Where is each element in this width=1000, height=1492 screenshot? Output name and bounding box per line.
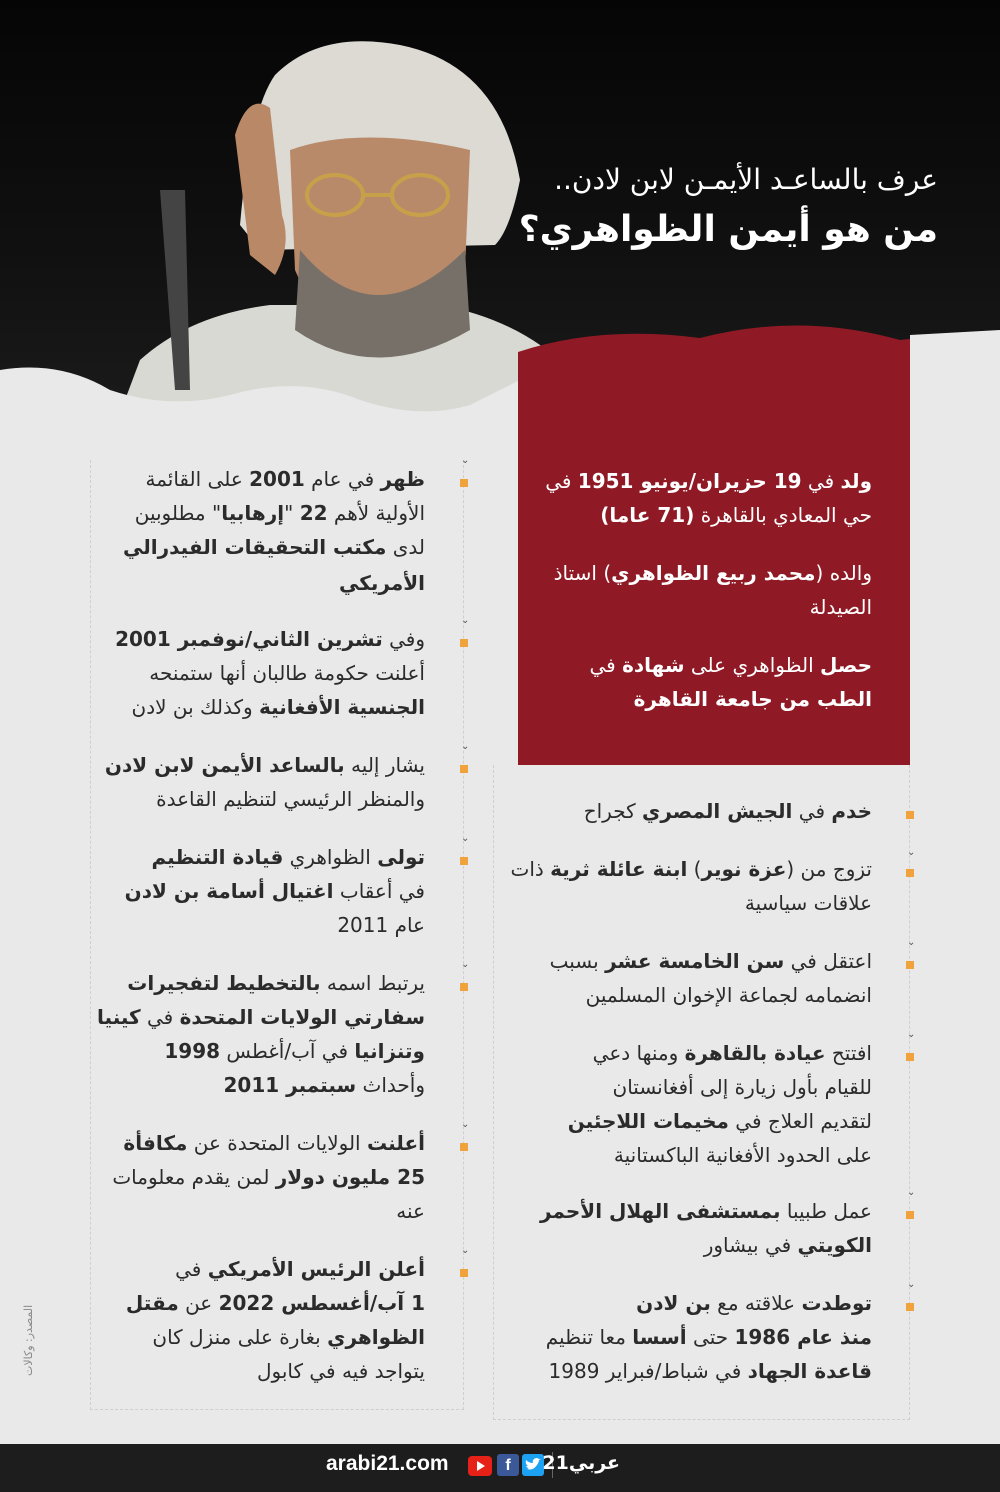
emphasis-text: الظواهري <box>327 1325 425 1349</box>
text-line <box>95 1320 425 1354</box>
emphasis-text: بالساعد الأيمن لابن لادن <box>104 753 345 777</box>
text-line <box>500 1320 872 1354</box>
body-text: للقيام بأول زيارة إلى أفغانستان <box>612 1075 872 1099</box>
emphasis-text: وتنزانيا <box>354 1039 425 1063</box>
body-text: الأولية لأهم <box>327 501 425 525</box>
brand-logo: عربي21 <box>542 1452 620 1474</box>
emphasis-text: مكافأة <box>123 1131 188 1155</box>
emphasis-text: 1998 <box>164 1039 221 1063</box>
emphasis-text: 19 حزيران/يونيو 1951 <box>577 469 802 493</box>
chevron-down-icon: ⌄ <box>461 959 470 970</box>
text-line <box>95 1126 425 1160</box>
body-text: ومنها دعي <box>592 1041 685 1065</box>
site-url-link[interactable]: arabi21.com <box>326 1452 449 1475</box>
source-note: المصدر: وكالات <box>22 1305 35 1377</box>
emphasis-text: مكتب التحقيقات الفيدرالي <box>123 535 387 559</box>
body-text: تزوج من ( <box>786 857 872 881</box>
body-text: في بيشاور <box>703 1233 798 1257</box>
text-line <box>95 530 425 564</box>
body-text: عمل طبيبا <box>780 1199 872 1223</box>
text-line <box>95 1160 425 1194</box>
emphasis-text: 25 مليون دولار <box>275 1165 425 1189</box>
emphasis-text: 22 <box>299 501 328 525</box>
emphasis-text: تولى <box>377 845 425 869</box>
body-text: وفي <box>382 627 425 651</box>
emphasis-text: (71 عاما) <box>600 503 695 527</box>
text-line <box>500 1070 872 1104</box>
emphasis-text: 2001 <box>249 467 305 491</box>
text-line <box>532 498 872 532</box>
emphasis-text: خدم <box>831 799 872 823</box>
body-text: كجراح <box>583 799 642 823</box>
text-line <box>500 1194 872 1228</box>
text-line <box>95 1252 425 1286</box>
emphasis-text: ابنة عائلة ثرية <box>550 857 688 881</box>
body-text: ) <box>687 857 702 881</box>
text-line <box>500 1286 872 1320</box>
emphasis-text: توطدت <box>801 1291 872 1315</box>
text-line <box>95 1354 425 1388</box>
bullet-icon <box>460 639 468 647</box>
body-text: لتقديم العلاج في <box>728 1109 872 1133</box>
body-text: في <box>140 1005 180 1029</box>
body-text: ) استاذ <box>553 561 612 585</box>
body-text: والده ( <box>815 561 872 585</box>
text-line <box>500 794 872 828</box>
body-text: في عام <box>304 467 381 491</box>
body-text: على القائمة <box>145 467 250 491</box>
twitter-icon[interactable] <box>522 1454 544 1476</box>
emphasis-text: قاعدة الجهاد <box>747 1359 872 1383</box>
body-text: على الحدود الأفغانية الباكستانية <box>613 1143 872 1167</box>
body-text: وكذلك بن لادن <box>131 695 259 719</box>
emphasis-text: ولد <box>840 469 872 493</box>
text-line <box>95 1000 425 1034</box>
emphasis-text: كينيا <box>97 1005 141 1029</box>
body-text: الظواهري <box>283 845 378 869</box>
body-text: في آب/أغطس <box>220 1039 355 1063</box>
body-text: ذات <box>510 857 551 881</box>
emphasis-text: الكويتي <box>797 1233 872 1257</box>
text-line <box>532 590 872 624</box>
body-text: والمنظر الرئيسي لتنظيم القاعدة <box>156 787 425 811</box>
title-block <box>519 160 938 256</box>
text-line <box>532 682 872 716</box>
body-text: " <box>284 501 300 525</box>
text-line <box>95 1194 425 1228</box>
body-text: الولايات المتحدة عن <box>187 1131 367 1155</box>
emphasis-text: سن الخامسة عشر <box>605 949 785 973</box>
bullet-icon <box>906 1303 914 1311</box>
bullet-icon <box>906 1211 914 1219</box>
body-text: في <box>792 799 832 823</box>
body-text: يشار إليه <box>344 753 425 777</box>
emphasis-text: أسسا <box>632 1325 687 1349</box>
body-text: عن <box>178 1291 219 1315</box>
text-line <box>95 874 425 908</box>
text-line <box>95 496 425 530</box>
bullet-icon <box>906 811 914 819</box>
emphasis-text: سبتمبر 2011 <box>223 1073 357 1097</box>
emphasis-text: الجنسية الأفغانية <box>259 695 425 719</box>
text-line <box>95 840 425 874</box>
chevron-down-icon: ⌄ <box>461 833 470 844</box>
text-line <box>500 978 872 1012</box>
emphasis-text: تشرين الثاني/نوفمبر 2001 <box>115 627 383 651</box>
text-line <box>500 852 872 886</box>
text-line <box>95 966 425 1000</box>
emphasis-text: سفارتي الولايات المتحدة <box>179 1005 425 1029</box>
body-text: في <box>589 653 623 677</box>
chevron-down-icon: ⌄ <box>907 847 916 858</box>
emphasis-text: اغتيال أسامة بن لادن <box>124 879 334 903</box>
body-text: معا تنظيم <box>545 1325 633 1349</box>
facebook-icon[interactable]: f <box>497 1454 519 1476</box>
text-line <box>95 462 425 496</box>
text-line <box>95 566 425 600</box>
emphasis-text: 1 آب/أغسطس 2022 <box>218 1291 425 1315</box>
body-text: في <box>545 469 578 493</box>
youtube-icon[interactable] <box>468 1456 492 1476</box>
text-line <box>532 648 872 682</box>
bullet-icon <box>460 1269 468 1277</box>
emphasis-text: مخيمات اللاجئين <box>567 1109 729 1133</box>
text-line <box>532 556 872 590</box>
text-line <box>95 1034 425 1068</box>
text-line <box>500 1036 872 1070</box>
emphasis-text: أعلن الرئيس الأمريكي <box>207 1257 425 1281</box>
emphasis-text: مقتل <box>125 1291 179 1315</box>
bullet-icon <box>460 479 468 487</box>
emphasis-text: الأمريكي <box>339 571 425 595</box>
emphasis-text: عيادة بالقاهرة <box>684 1041 826 1065</box>
emphasis-text: شهادة <box>622 653 685 677</box>
bullet-icon <box>906 1053 914 1061</box>
bullet-icon <box>906 961 914 969</box>
text-line <box>95 908 425 942</box>
body-text: في أعقاب <box>333 879 425 903</box>
emphasis-text: منذ عام 1986 <box>734 1325 872 1349</box>
body-text: حتى <box>686 1325 735 1349</box>
text-line <box>532 464 872 498</box>
body-text: أعلنت حكومة طالبان أنها ستمنحه <box>149 661 425 685</box>
emphasis-text: بالتخطيط لتفجيرات <box>127 971 321 995</box>
body-text: " مطلوبين <box>134 501 222 525</box>
chevron-down-icon: ⌄ <box>461 741 470 752</box>
body-text: عام 2011 <box>337 913 425 937</box>
body-text: لمن يقدم معلومات <box>112 1165 276 1189</box>
body-text: علاقته مع <box>710 1291 802 1315</box>
text-line <box>500 1354 872 1388</box>
body-text: يرتبط اسمه <box>320 971 425 995</box>
emphasis-text: الطب من جامعة القاهرة <box>633 687 872 711</box>
text-line <box>500 1228 872 1262</box>
text-line <box>95 656 425 690</box>
bullet-icon <box>460 857 468 865</box>
bullet-icon <box>906 869 914 877</box>
body-text: في <box>801 469 841 493</box>
body-text: الصيدلة <box>809 595 872 619</box>
text-line <box>500 886 872 920</box>
emphasis-text: الجيش المصري <box>641 799 793 823</box>
text-line <box>95 782 425 816</box>
emphasis-text: أعلنت <box>366 1131 425 1155</box>
body-text: في شباط/فبراير 1989 <box>548 1359 748 1383</box>
bullet-icon <box>460 765 468 773</box>
chevron-down-icon: ⌄ <box>461 615 470 626</box>
emphasis-text: ظهر <box>380 467 425 491</box>
body-text: افتتح <box>825 1041 872 1065</box>
text-line <box>95 1286 425 1320</box>
body-text: عنه <box>396 1199 425 1223</box>
text-line <box>500 1104 872 1138</box>
chevron-down-icon: ⌄ <box>461 1245 470 1256</box>
bullet-icon <box>460 983 468 991</box>
emphasis-text: حصل <box>820 653 872 677</box>
body-text: علاقات سياسية <box>744 891 872 915</box>
body-text: يتواجد فيه في كابول <box>256 1359 425 1383</box>
text-line <box>95 1068 425 1102</box>
emphasis-text: عزة نوير <box>701 857 787 881</box>
body-text: وأحداث <box>356 1073 425 1097</box>
body-text: بسبب <box>549 949 606 973</box>
chevron-down-icon: ⌄ <box>907 937 916 948</box>
body-text: بغارة على منزل كان <box>152 1325 328 1349</box>
text-line <box>95 748 425 782</box>
emphasis-text: بن لادن <box>636 1291 711 1315</box>
body-text: لدى <box>386 535 425 559</box>
text-line <box>500 1138 872 1172</box>
text-line <box>95 690 425 724</box>
body-text: انضمامه لجماعة الإخوان المسلمين <box>585 983 872 1007</box>
bullet-icon <box>460 1143 468 1151</box>
emphasis-text: قيادة التنظيم <box>151 845 284 869</box>
emphasis-text: إرهابيا <box>221 501 285 525</box>
chevron-down-icon: ⌄ <box>461 1119 470 1130</box>
body-text: في <box>175 1257 208 1281</box>
body-text: اعتقل في <box>784 949 872 973</box>
emphasis-text: بمستشفى الهلال الأحمر <box>540 1199 781 1223</box>
text-line <box>500 944 872 978</box>
text-line <box>95 622 425 656</box>
chevron-down-icon: ⌄ <box>461 455 470 466</box>
chevron-down-icon: ⌄ <box>907 1187 916 1198</box>
page-title: من هو أيمن الظواهري؟ <box>518 209 938 250</box>
emphasis-text: محمد ربيع الظواهري <box>611 561 816 585</box>
body-text: الظواهري على <box>684 653 821 677</box>
body-text: حي المعادي بالقاهرة <box>694 503 872 527</box>
subtitle: عرف بالساعـد الأيمـن لابن لادن.. <box>554 163 938 196</box>
chevron-down-icon: ⌄ <box>907 1279 916 1290</box>
chevron-down-icon: ⌄ <box>907 1029 916 1040</box>
